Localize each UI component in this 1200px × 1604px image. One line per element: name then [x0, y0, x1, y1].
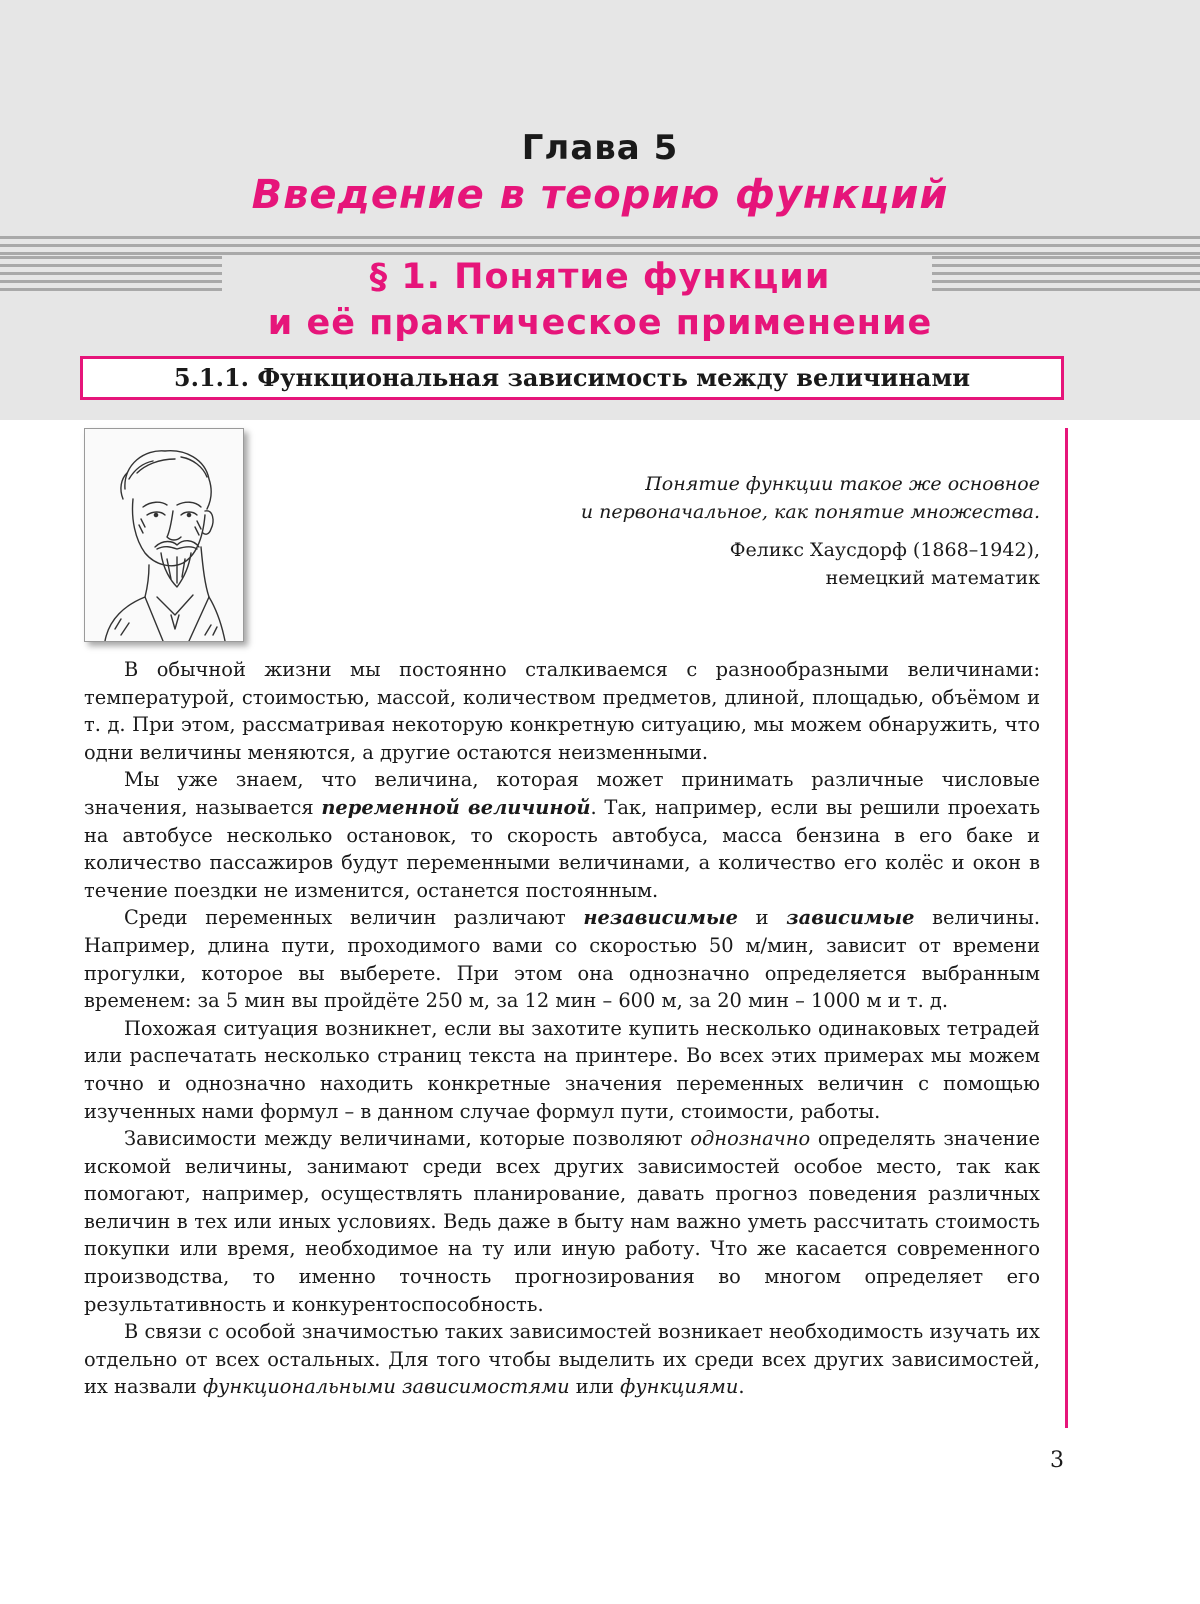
epigraph: [480, 470, 1040, 592]
paragraph-title: [0, 254, 1200, 346]
page-number: 3: [1050, 1448, 1064, 1473]
term-functional-dependencies: функциональными зависимостями: [202, 1375, 570, 1399]
paragraph-title-line1: § 1. Понятие функции: [369, 257, 831, 297]
term-dependent: зависимые: [786, 906, 915, 930]
paragraph-6: В связи с особой значимостью таких зависимостей возникает необходимость изучать их отдельно от всех остальных. Для того чтобы выделить их среди всех других зависимостей, их назвали функциональными зависимостями или функциями.: [84, 1320, 1040, 1399]
epigraph-line1: Понятие функции такое же основное: [645, 473, 1040, 495]
chapter-label: Глава 5: [521, 128, 679, 168]
subsection-title: 5.1.1. Функциональная зависимость между величинами: [80, 356, 1064, 400]
paragraph-2: Мы уже знаем, что величина, которая может принимать различные числовые значения, называется переменной величиной. Так, например, если вы решили проехать на автобусе несколько остановок, то скорость автобуса, масса бензина в его баке и количество пассажиров будут переменными величинами, а количество его колёс и окон в течение поездки не изменится, останется постоянным.: [84, 768, 1040, 902]
term-functions: функциями: [620, 1375, 739, 1399]
epigraph-author: Феликс Хаусдорф (1868–1942),: [729, 539, 1040, 561]
decorative-stripes-top: [0, 236, 1200, 256]
paragraph-3: Среди переменных величин различают независимые и зависимые величины. Например, длина пути, проходимого вами со скоростью 50 м/мин, зависит от времени прогулки, которое вы выберете. При этом она однозначно определяется выбранным временем: за 5 мин вы пройдёте 250 м, за 12 мин – 600 м, за 20 мин – 1000 м и т. д.: [84, 906, 1040, 1013]
term-variable: переменной величиной: [321, 795, 591, 819]
epigraph-author-desc: немецкий математик: [825, 567, 1040, 589]
term-uniquely: однозначно: [690, 1127, 811, 1151]
paragraph-title-line2: и её практическое применение: [267, 303, 933, 343]
margin-rule: [1065, 428, 1068, 1428]
chapter-title: Введение в теорию функций: [251, 172, 949, 218]
term-independent: независимые: [583, 906, 739, 930]
paragraph-5: Зависимости между величинами, которые позволяют однозначно определять значение искомой величины, занимают среди всех других зависимостей особое место, так как помогают, например, осуществлять планирование, давать прогноз поведения различных величин в тех или иных условиях. Ведь даже в быту нам важно уметь рассчитать стоимость покупки или время, необходимое на ту или иную работу. Что же касается современного производства, то именно точность прогнозирования во многом определяет его результативность и конкурентоспособность.: [84, 1127, 1040, 1316]
hausdorff-portrait-icon: [84, 428, 244, 642]
body-text: [84, 656, 1040, 1401]
epigraph-line2: и первоначальное, как понятие множества.: [580, 501, 1040, 523]
paragraph-4: Похожая ситуация возникнет, если вы захотите купить несколько одинаковых тетрадей или распечатать несколько страниц текста на принтере. Во всех этих примерах мы можем точно и однозначно находить конкретные значения переменных величин с помощью изученных нами формул – в данном случае формул пути, стоимости, работы.: [84, 1016, 1040, 1123]
paragraph-1: В обычной жизни мы постоянно сталкиваемся с разнообразными величинами: температурой, стоимостью, массой, количеством предметов, длиной, площадью, объёмом и т. д. При этом, рассматривая некоторую конкретную ситуацию, мы можем обнаружить, что одни величины меняются, а другие остаются неизменными.: [84, 658, 1040, 764]
